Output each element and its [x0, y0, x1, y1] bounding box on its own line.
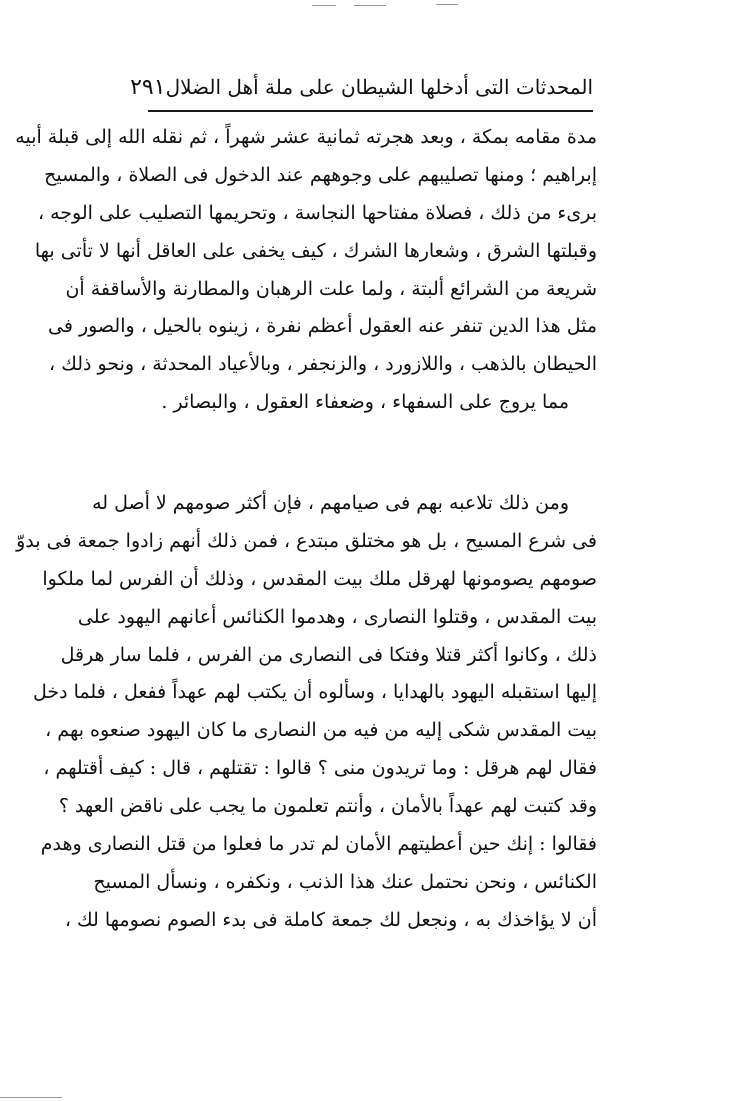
text-line: برىء من ذلك ، فصلاة مفتاحها النجاسة ، وتحريمها التصليب على الوجه ، [37, 201, 597, 224]
text-line: بيت المقدس شكى إليه من فيه من النصارى ما كان اليهود صنعوه بهم ، [45, 719, 597, 742]
text-line: فقال لهم هرقل : وما تريدون منى ؟ قالوا : تقتلهم ، قال : كيف أقتلهم ، [43, 757, 597, 780]
scan-edge-mark [436, 4, 458, 5]
scan-edge-mark [312, 5, 336, 6]
text-line: مدة مقامه بمكة ، وبعد هجرته ثمانية عشر شهراً ، ثم نقله الله إلى قبلة أبيه [15, 126, 597, 148]
text-line: إبراهيم ؛ ومنها تصليبهم على وجوههم عند الدخول فى الصلاة ، والمسيح [44, 163, 597, 186]
page-header [130, 64, 593, 112]
text-line: شريعة من الشرائع ألبتة ، ولما علت الرهبان والمطارنة والأساقفة أن [65, 277, 597, 300]
text-line: مما يروج على السفهاء ، وضعفاء العقول ، والبصائر . [161, 391, 569, 414]
text-line: فى شرع المسيح ، بل هو مختلق مبتدع ، فمن ذلك أنهم زادوا جمعة فى بدوّ [16, 529, 597, 552]
text-line: الكنائس ، ونحن نحتمل عنك هذا الذنب ، ونكفره ، ونسأل المسيح [93, 870, 597, 893]
paragraph-2 [16, 485, 597, 940]
text-line: الحيطان بالذهب ، واللازورد ، والزنجفر ، وبالأعياد المحدثة ، ونحو ذلك ، [49, 353, 597, 376]
text-line: مثل هذا الدين تنفر عنه العقول أعظم نفرة ، زينوه بالحيل ، والصور فى [47, 315, 597, 338]
running-title: المحدثات التى أدخلها الشيطان على ملة أهل الضلال [165, 75, 593, 99]
text-line: إليها استقبله اليهود بالهدايا ، وسألوه أن يكتب لهم عهداً ففعل ، فلما دخل [32, 681, 597, 704]
text-line: ومن ذلك تلاعبه بهم فى صيامهم ، فإن أكثر صومهم لا أصل له [92, 492, 569, 514]
text-line: صومهم يصومونها لهرقل ملك بيت المقدس ، وذلك أن الفرس لما ملكوا [42, 567, 597, 590]
scan-edge-mark [0, 1097, 62, 1098]
text-line: وقد كتبت لهم عهداً بالأمان ، وأنتم تعلمون ما يجب على ناقض العهد ؟ [58, 795, 597, 818]
paragraph-1 [15, 119, 597, 422]
text-line: وقبلتها الشرق ، وشعارها الشرك ، كيف يخفى على العاقل أنها لا تأتى بها [34, 239, 597, 262]
page-number: ٢٩١ [130, 74, 166, 100]
scan-edge-mark [354, 5, 386, 6]
text-line: أن لا يؤاخذك به ، ونجعل لك جمعة كاملة فى بدء الصوم نصومها لك ، [64, 908, 597, 931]
text-line: بيت المقدس ، وقتلوا النصارى ، وهدموا الكنائس أعانهم اليهود على [77, 605, 597, 628]
text-line: ذلك ، وكانوا أكثر قتلا وفتكا فى النصارى من الفرس ، فلما سار هرقل [60, 643, 597, 666]
text-line: فقالوا : إنك حين أعطيتهم الأمان لم تدر ما فعلوا من قتل النصارى وهدم [40, 833, 597, 856]
